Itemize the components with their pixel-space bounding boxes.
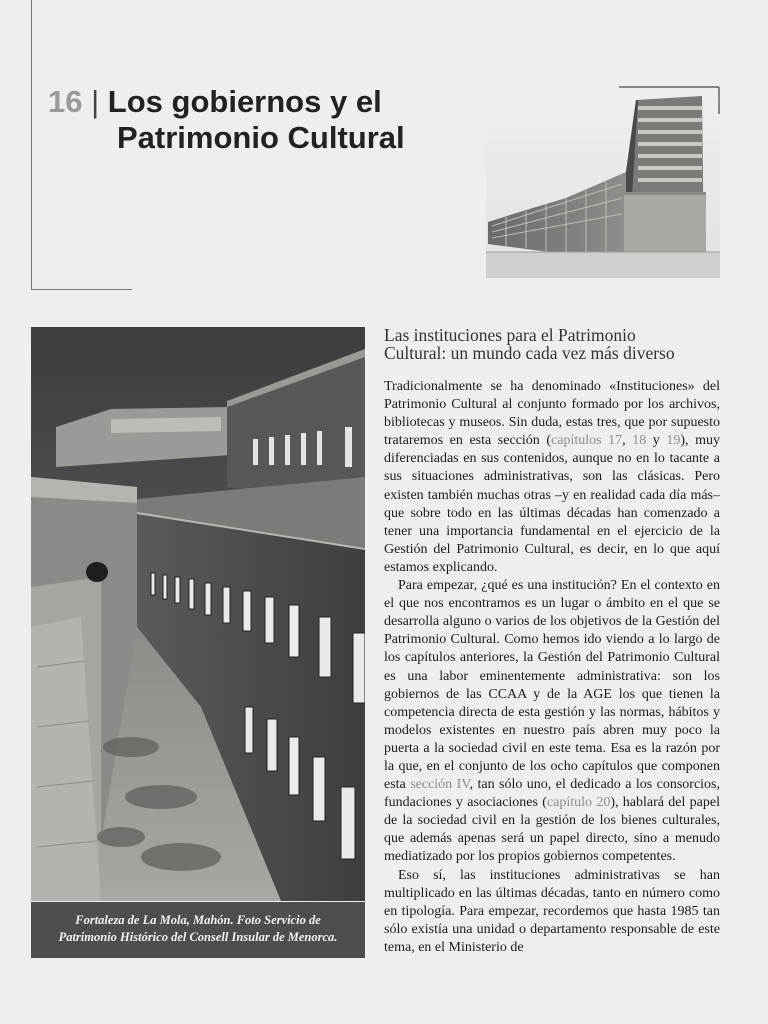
paragraph-2	[384, 577, 720, 867]
body-text	[384, 378, 720, 957]
chapter-separator: |	[91, 84, 100, 119]
paragraph-1-text-b: ,	[622, 433, 633, 449]
paragraph-1-text-d: ), muy diferenciadas en sus contenidos, aunque no en lo tacante a sus situaciones administrativas, son las clásicas. Pero existen también muchas otras –y en realidad cada día más– que sobre todo en las últimas décadas han comenzado a tener una importancia fundamental en el ejercicio de la Gestión del Patrimonio Cultural, es decir, en lo que aquí estamos explicando.	[384, 433, 721, 575]
chapter-title-line2: Patrimonio Cultural	[117, 120, 405, 155]
section-heading-line1: Las instituciones para el Patrimonio	[384, 325, 636, 345]
paragraph-2-text-b: , tan sólo uno, el dedicado a los consorcios, fundaciones y asociaciones (	[384, 777, 720, 811]
photo-caption	[31, 902, 365, 958]
corner-rule-horizontal	[31, 289, 132, 290]
section-heading	[384, 326, 724, 362]
section-iv-link[interactable]: sección IV	[410, 777, 470, 793]
paragraph-3	[384, 867, 720, 957]
chapter-18-link[interactable]: 18	[632, 433, 647, 449]
chapter-19-link[interactable]: 19	[666, 433, 681, 449]
caption-line1: Fortaleza de La Mola, Mahón. Foto Servicio de	[75, 913, 321, 927]
paragraph-3-text-a: Eso sí, las instituciones administrativas se han multiplicado en las últimas décadas, tanto en número como en tipología. Para empezar, recordemos que hasta 1985 tan sólo existía una unidad o departamento responsable de este tema, en el Ministerio de	[384, 867, 720, 955]
section-heading-line2: Cultural: un mundo cada vez más diverso	[384, 343, 675, 363]
chapter-number: 16	[48, 84, 83, 119]
chapter-title-line1: Los gobiernos y el	[107, 84, 382, 119]
paragraph-1-text-a: Tradicionalmente se ha denominado «Instituciones» del Patrimonio Cultural al conjunto formado por los archivos, bibliotecas y museos. Sin duda, estas tres, que por supuesto trataremos en esta sección (	[384, 379, 720, 449]
chapter-title	[48, 84, 468, 156]
corner-rule-vertical	[31, 0, 32, 289]
paragraph-1-text-c: y	[646, 433, 667, 449]
modern-building-photo	[486, 86, 720, 278]
caption-line2: Patrimonio Histórico del Consell Insular de Menorca.	[58, 930, 338, 944]
paragraph-2-text-a: Para empezar, ¿qué es una institución? En el contexto en el que nos encontramos es un lugar o ámbito en el que se desarrolla alguno o varios de los objetivos de la Gestión del Patrimonio Cultural. Como hemos ido viendo a lo largo de los capítulos anteriores, la Gestión del Patrimonio Cultural es una labor eminentemente administrativa: son los gobiernos de las CCAA y de la AGE los que tienen la competencia directa de esta gestión y las normas, hábitos y modelos existentes en nuestro país abren muy poco la puerta a la sociedad civil en este tema. Esa es la razón por la que, en el conjunto de los ocho capítulos que componen esta	[384, 578, 720, 793]
paragraph-1	[384, 378, 720, 577]
chapter-17-link[interactable]: capítulos 17	[551, 433, 623, 449]
chapter-20-link[interactable]: capítulo 20	[546, 795, 611, 811]
fortress-la-mola-photo	[31, 327, 365, 901]
paragraph-2-text-c: ), hablará del papel de la sociedad civil en la gestión de los bienes culturales, que además apenas será un papel directo, sino a menudo mediatizado por los propios gobiernos competentes.	[384, 795, 720, 865]
